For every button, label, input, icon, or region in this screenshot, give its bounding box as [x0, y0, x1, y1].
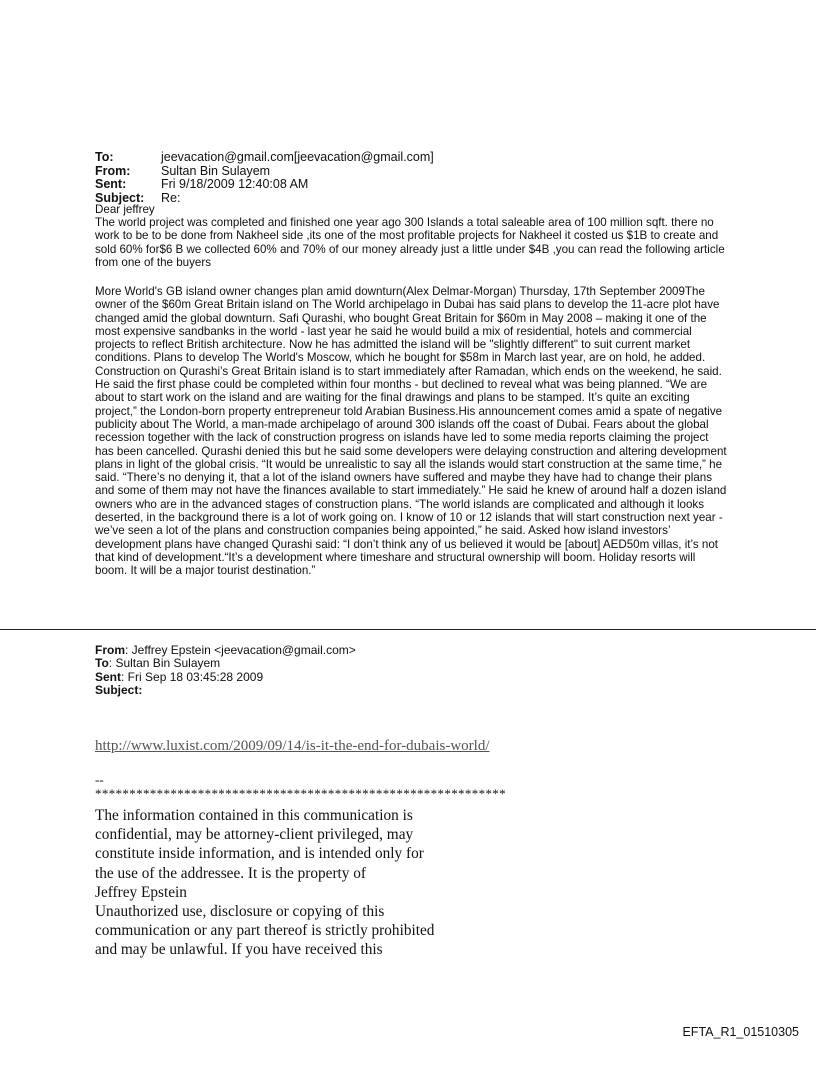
message-paragraph-1: The world project was completed and finished one year ago 300 Islands a total saleable area of 100 million sqft. there no work to be to be done from Nakheel side ,its one of the most profitable projects for Nakheel it costed us $1B to create and sold 60% for$6 B we collected 60% and 70% of our money already just a little under $4B ,you can read the following article from one of the buyers [95, 216, 725, 269]
disclaimer-line: Jeffrey Epstein [95, 883, 187, 901]
sent-value: Fri 9/18/2009 12:40:08 AM [161, 177, 309, 191]
disclaimer-line: the use of the addressee. It is the property of [95, 864, 367, 882]
email-header [95, 151, 434, 205]
quoted-from-value: : Jeffrey Epstein <jeevacation@gmail.com> [125, 643, 356, 657]
to-row [95, 151, 434, 165]
quoted-to-value: : Sultan Bin Sulayem [108, 656, 221, 671]
disclaimer [95, 806, 475, 960]
disclaimer-line: and may be unlawful. If you have received this [95, 941, 383, 959]
disclaimer-line: Unauthorized use, disclosure or copying of this [95, 903, 385, 921]
article-link[interactable]: http://www.luxist.com/2009/09/14/is-it-the-end-for-dubais-world/ [95, 738, 490, 754]
quoted-subject-label: Subject [95, 683, 139, 698]
disclaimer-line: confidential, may be attorney-client privileged, may [95, 826, 414, 844]
message-paragraph-2: More World's GB island owner changes plan amid downturn(Alex Delmar-Morgan) Thursday, 17th September 2009The owner of the $60m Great Britain island on The World archipelago in Dubai has said plans to develop the 11-acre plot have changed amid the global downturn. Safi Qurashi, who bought Great Britain for $60m in May 2008 – making it one of the most expensive sandbanks in the world - last year he said he would build a mix of residential, hotels and commercial projects to reflect British architecture. Now he has admitted the island will be "slightly different" to suit current market conditions. Plans to develop The World's Moscow, which he bought for $58m in March last year, are on hold, he added. Construction on Qurashi’s Great Britain island is to start immediately after Ramadan, which ends on the weekend, he said. He said the first phase could be completed within four months - but declined to reveal what was being planned. “We are about to start work on the island and are waiting for the final drawings and plans to be stamped. It’s quite an exciting project,” the London-born property entrepreneur told Arabian Business.His announcement comes amid a spate of negative publicity about The World, a man-made archipelago of around 300 islands off the coast of Dubai. Fears about the global recession together with the lack of construction progress on islands have led to some media reports claiming the project has been cancelled. Qurashi denied this but he said some developers were delaying construction and altering development plans in light of the global crisis. “It would be unrealistic to say all the islands would start construction at the same time,” he said. “There’s no denying it, that a lot of the island owners have suffered and maybe they have had to change their plans and some of them may not have the finances available to start immediately.” He said he knew of around half a dozen island owners who are in the advanced stages of construction plans. “The world islands are complicated and although it looks deserted, in the background there is a lot of work going on. I know of 10 or 12 islands that will start construction next year - we’ve seen a lot of the plans and construction companies being appointed,” he said. Asked how island investors’ development plans have changed Qurashi said: “I don’t think any of us believed it would be [about] AED50m villas, it’s not that kind of development.“It’s a development where timeshare and structural ownership will boom. Holiday resorts will boom. It will be a major tourist destination.” [95, 285, 727, 578]
disclaimer-line: communication or any part thereof is strictly prohibited [95, 922, 435, 940]
to-label: To: [95, 150, 114, 164]
quoted-to-row [95, 657, 356, 670]
quoted-subject-value: : [138, 683, 143, 698]
disclaimer-line: The information contained in this communication is [95, 807, 413, 824]
quoted-to-label: To [95, 656, 109, 671]
signature-stars: ************************************************************ [95, 786, 506, 801]
subject-label: Subject: [95, 190, 145, 205]
sent-label: Sent: [95, 177, 127, 191]
quoted-sent-row [95, 671, 356, 684]
quoted-sent-value: : Fri Sep 18 03:45:28 2009 [121, 669, 264, 684]
from-row [95, 165, 434, 179]
sent-row [95, 178, 434, 192]
to-value: jeevacation@gmail.com[jeevacation@gmail.com] [161, 150, 434, 164]
document-id: EFTA_R1_01510305 [682, 1025, 799, 1039]
divider [0, 629, 816, 630]
quoted-from-label: From [95, 643, 125, 657]
from-label: From: [95, 163, 131, 178]
quoted-subject-row [95, 684, 356, 697]
signature-dash: -- [95, 772, 104, 787]
quoted-sent-label: Sent [95, 669, 122, 684]
from-value: Sultan Bin Sulayem [161, 163, 271, 178]
quoted-header [95, 644, 356, 698]
disclaimer-line: constitute inside information, and is intended only for [95, 845, 424, 863]
greeting: Dear jeffrey [95, 203, 155, 216]
quoted-from-row [95, 644, 356, 657]
subject-value: Re: [161, 190, 181, 205]
